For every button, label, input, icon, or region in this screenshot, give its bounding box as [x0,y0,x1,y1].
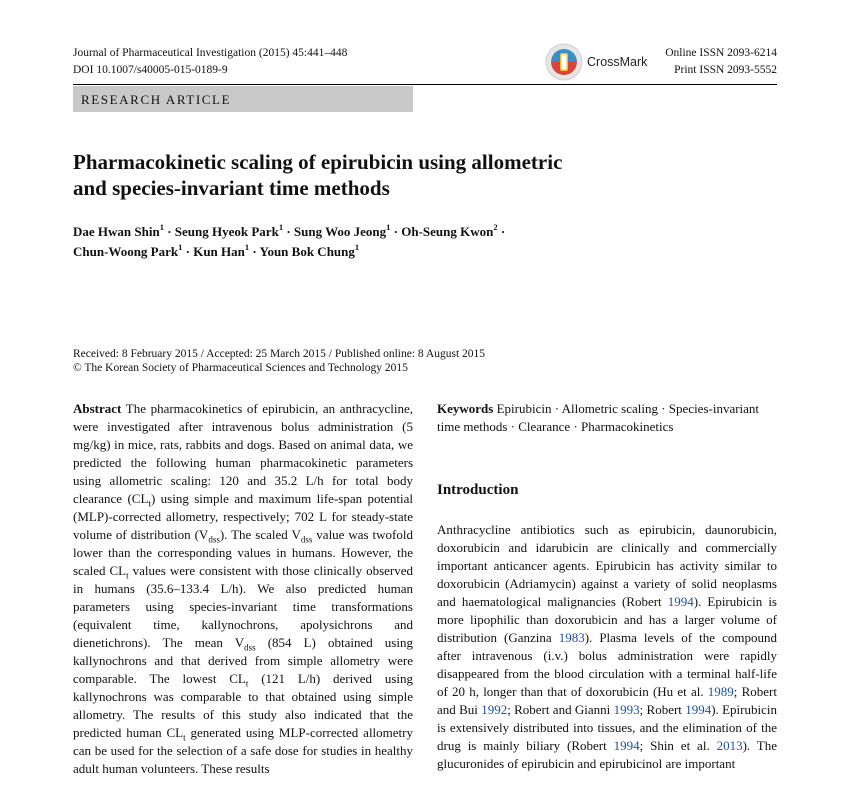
intro-text: ; Robert [639,702,686,717]
journal-citation: Journal of Pharmaceutical Investigation (2015) 45:441–448 [73,47,348,59]
author-name[interactable]: Oh-Seung Kwon [401,224,494,239]
affiliation-marker: 1 [386,222,391,232]
citation-link[interactable]: 1994 [667,594,694,609]
keywords-paragraph [437,400,777,436]
keywords-label: Keywords [437,401,494,416]
author-separator: · [182,244,194,259]
subscript: dss [300,534,313,545]
author-list [73,222,773,262]
citation-link[interactable]: 1989 [707,684,734,699]
intro-text: ). Epirubicin is extensively distributed into tissues, and the elimination of the drug is mainly biliary (Robert [437,702,777,753]
issn-block [665,45,777,79]
author-separator: · [283,224,294,239]
citation-link[interactable]: 1993 [613,702,640,717]
print-issn: Print ISSN 2093-5552 [674,64,777,76]
intro-text: ; Shin et al. [639,738,717,753]
intro-text: ; Robert and Bui [437,684,777,717]
subscript: t [148,498,151,509]
introduction-paragraph [437,521,777,773]
subscript: dss [208,534,220,545]
affiliation-marker: 1 [354,242,360,252]
abstract-text: value was twofold lower than the corresponding values in humans. However, the scaled CL [73,527,413,578]
abstract-label: Abstract [73,401,122,416]
intro-text: Anthracycline antibiotics such as epirubicin, daunorubicin, doxorubicin and idarubicin are clinically and commercially important anticancer agents. Epirubicin has activity similar to doxorubicin (Adriamycin) against a variety of solid neoplasms and haematological malignancies (Robert [437,522,777,609]
abstract-text: (121 L/h) derived using kallynochrons was comparable to that obtained using simple allometry. The results of this study also indicated that the predicted human CL [73,671,413,740]
abstract-text: The pharmacokinetics of epirubicin, an anthracycline, were investigated after intravenous bolus administration (5 mg/kg) in mice, rats, rabbits and dogs. Based on animal data, we predicted the following human pharmacokinetic parameters using allometric scaling: 120 and 35.2 L/h for total body clearance (CL [73,401,413,506]
crossmark-icon [545,43,583,81]
abstract-text: (854 L) obtained using kallynochrons and that derived from simple allometry were comparable. The lowest CL [73,635,413,686]
author-name[interactable]: Youn Bok Chung [259,244,355,259]
title-line-1: Pharmacokinetic scaling of epirubicin using allometric [73,150,563,174]
author-separator: · [249,244,260,259]
author-name[interactable]: Sung Woo Jeong [293,224,387,239]
intro-text: ; Robert and Gianni [507,702,614,717]
author-name[interactable]: Kun Han [193,244,245,259]
author-name[interactable]: Seung Hyeok Park [174,224,279,239]
author-line-2 [73,242,773,262]
citation-link[interactable]: 1983 [558,630,585,645]
intro-text: ). The glucuronides of epirubicin and epirubicinol are important [437,738,777,771]
author-name[interactable]: Dae Hwan Shin [73,224,160,239]
author-separator: · [163,224,175,239]
journal-header [73,45,347,79]
subscript: dss [244,642,256,653]
title-line-2: and species-invariant time methods [73,176,390,200]
intro-text: ). Epirubicin is more lipophilic than doxorubicin and has a larger volume of distribution (Ganzina [437,594,777,645]
author-separator: · [390,224,402,239]
doi-link[interactable]: DOI 10.1007/s40005-015-0189-9 [73,64,228,76]
introduction-heading: Introduction [437,482,519,498]
online-issn: Online ISSN 2093-6214 [665,47,777,59]
subscript: t [126,570,129,581]
abstract-text: ) using simple and maximum life-span potential (MLP)-corrected allometry, respectively; 702 L for steady-state volume of distribution (V [73,491,413,542]
author-line-1 [73,222,773,242]
subscript: t [183,732,186,743]
abstract-text: ). The scaled V [219,527,301,542]
copyright-line: © The Korean Society of Pharmaceutical Sciences and Technology 2015 [73,362,408,374]
abstract-text: generated using MLP-corrected allometry can be used for the selection of a safe dose for studies in healthy adult human volunteers. These results [73,725,413,776]
abstract-column [73,400,413,778]
keywords-text: Epirubicin · Allometric scaling · Species-invariant time methods · Clearance · Pharmacokinetics [437,401,760,434]
abstract-paragraph [73,400,413,778]
author-separator: · [497,224,506,239]
affiliation-marker: 1 [278,222,284,232]
affiliation-marker: 1 [244,242,250,252]
publication-history [73,347,773,375]
citation-link[interactable]: 1994 [685,702,712,717]
received-dates: Received: 8 February 2015 / Accepted: 25 March 2015 / Published online: 8 August 2015 [73,348,486,360]
abstract-text: values were consistent with those clinically observed in humans (35.6–133.4 L/h). We also predicted human parameters using species-invariant time transformations (equivalent time, kallynochrons, apolysichrons and dienetichrons). The mean V [73,563,414,650]
article-type-band: RESEARCH ARTICLE [73,86,413,112]
intro-text: ). Plasma levels of the compound after intravenous (i.v.) bolus administration were rapidly disappeared from the blood circulation with a terminal half-life of 20 h, longer than that of doxorubicin (Hu et al. [437,630,777,699]
header-rule [73,84,777,85]
citation-link[interactable]: 2013 [716,738,743,753]
citation-link[interactable]: 1994 [613,738,640,753]
article-title [73,149,713,201]
affiliation-marker: 2 [493,222,498,232]
subscript: t [245,678,249,689]
author-name[interactable]: Chun-Woong Park [73,244,179,259]
crossmark-logo[interactable] [545,42,647,82]
affiliation-marker: 1 [159,222,164,232]
affiliation-marker: 1 [178,242,183,252]
right-column [437,400,777,773]
crossmark-label: CrossMark [587,55,648,69]
citation-link[interactable]: 1992 [481,702,508,717]
